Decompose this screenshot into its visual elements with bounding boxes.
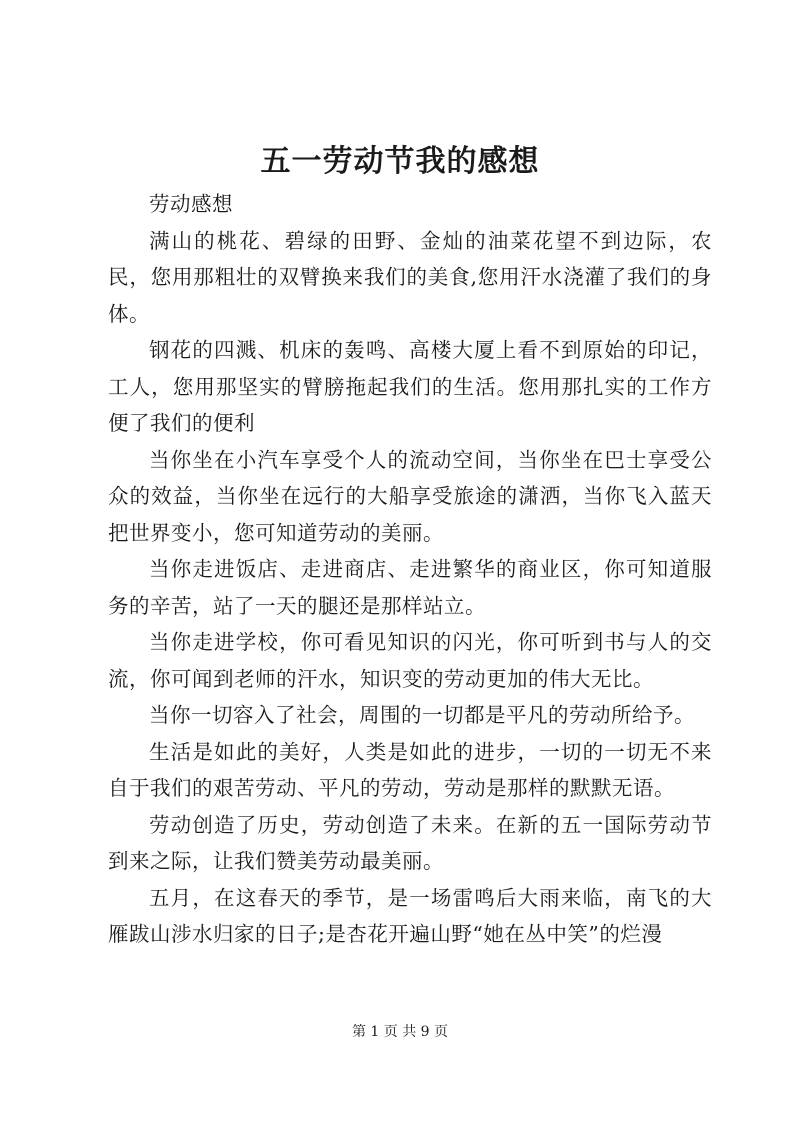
paragraph: 劳动创造了历史，劳动创造了未来。在新的五一国际劳动节到来之际，让我们赞美劳动最美丽。: [108, 812, 712, 873]
paragraph: 当你坐在小汽车享受个人的流动空间，当你坐在巴士享受公众的效益，当你坐在远行的大船享受旅途的潇洒，当你飞入蓝天把世界变小，您可知道劳动的美丽。: [108, 447, 712, 545]
paragraph: 当你走进学校，你可看见知识的闪光，你可听到书与人的交流，你可闻到老师的汗水，知识变的劳动更加的伟大无比。: [108, 630, 712, 691]
paragraph: 生活是如此的美好，人类是如此的进步，一切的一切无不来自于我们的艰苦劳动、平凡的劳动，劳动是那样的默默无语。: [108, 739, 712, 800]
paragraph: 当你走进饭店、走进商店、走进繁华的商业区，你可知道服务的辛苦，站了一天的腿还是那样站立。: [108, 557, 712, 618]
document-title: 五一劳动节我的感想: [260, 144, 540, 179]
paragraph: 当你一切容入了社会，周围的一切都是平凡的劳动所给予。: [149, 703, 695, 727]
paragraph: 劳动感想: [149, 192, 233, 216]
paragraph: 五月，在这春天的季节，是一场雷鸣后大雨来临，南飞的大雁跋山涉水归家的日子;是杏花开遍山野“她在丛中笑”的烂漫: [108, 885, 712, 946]
document-body: [108, 186, 712, 953]
paragraph: 钢花的四溅、机床的轰鸣、高楼大厦上看不到原始的印记，工人，您用那坚实的臂膀拖起我们的生活。您用那扎实的工作方便了我们的便利: [108, 338, 712, 435]
paragraph: 满山的桃花、碧绿的田野、金灿的油菜花望不到边际，农民，您用那粗壮的双臂换来我们的美食,您用汗水浇灌了我们的身体。: [108, 228, 712, 326]
page-number-footer: 第 1 页 共 9 页: [351, 1024, 449, 1040]
